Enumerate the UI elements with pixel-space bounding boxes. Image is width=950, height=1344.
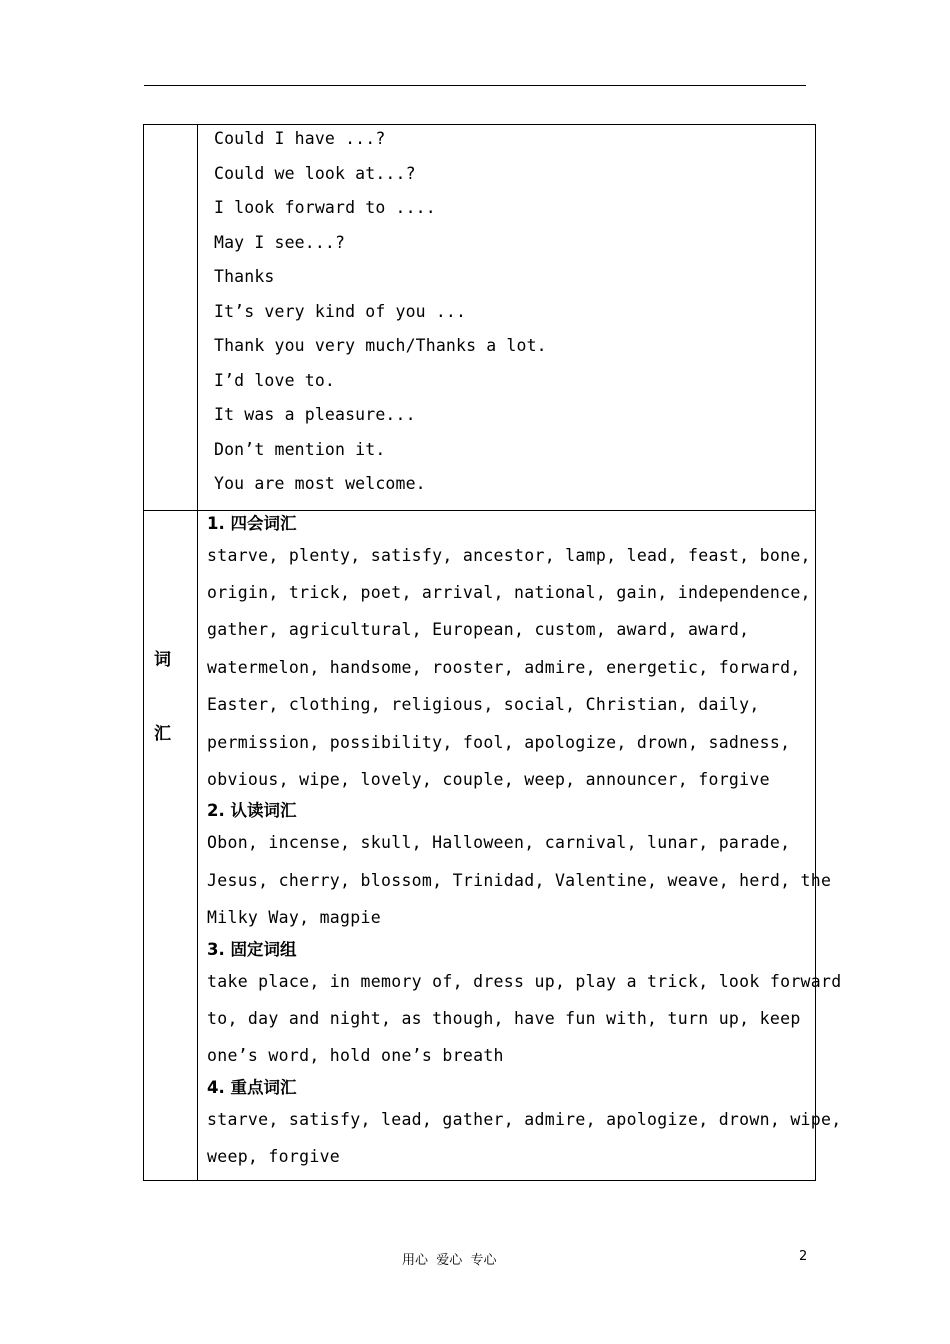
content-table	[143, 124, 842, 1181]
phrase-line: It’s very kind of you ...	[214, 301, 467, 321]
vocab-label-cell	[144, 510, 198, 1180]
word-line: take place, in memory of, dress up, play a trick, look forward	[207, 971, 842, 991]
phrase-list	[198, 122, 815, 510]
word-line: starve, plenty, satisfy, ancestor, lamp, lead, feast, bone,	[207, 545, 811, 565]
phrase-line: Could I have ...?	[214, 129, 386, 148]
section-title: 3. 固定词组	[207, 939, 297, 959]
vocab-section-recognition	[207, 798, 832, 936]
word-line: watermelon, handsome, rooster, admire, energetic, forward,	[207, 657, 801, 677]
phrase-line: Don’t mention it.	[214, 439, 386, 459]
phrases-row	[144, 125, 816, 511]
section-title: 4. 重点词汇	[207, 1077, 297, 1097]
phrase-line: Thank you very much/Thanks a lot.	[214, 336, 547, 355]
vocab-row	[144, 510, 816, 1180]
word-line: obvious, wipe, lovely, couple, weep, announcer, forgive	[207, 769, 770, 789]
page-number: 2	[799, 1249, 808, 1264]
word-line: one’s word, hold one’s breath	[207, 1046, 504, 1066]
vocab-section-key-words	[207, 1075, 842, 1176]
phrases-cell	[198, 125, 816, 511]
vocab-sections	[198, 511, 842, 1180]
phrase-line: I look forward to ....	[214, 198, 436, 217]
word-line: origin, trick, poet, arrival, national, gain, independence,	[207, 582, 811, 602]
phrase-line: It was a pleasure...	[214, 405, 416, 424]
phrase-line: You are most welcome.	[214, 474, 426, 493]
word-line: permission, possibility, fool, apologize, drown, sadness,	[207, 732, 791, 752]
phrase-line: Could we look at...?	[214, 163, 416, 183]
phrase-line: I’d love to.	[214, 370, 336, 390]
vocab-label-char-1: 词	[154, 649, 171, 670]
phrase-line: May I see...?	[214, 232, 346, 252]
word-line: to, day and night, as though, have fun with, turn up, keep	[207, 1008, 801, 1028]
section-title: 1. 四会词汇	[207, 513, 297, 533]
word-line: Easter, clothing, religious, social, Christian, daily,	[207, 695, 760, 715]
footer-motto: 用心 爱心 专心	[402, 1253, 497, 1268]
word-line: gather, agricultural, European, custom, award, award,	[207, 620, 750, 640]
word-line: starve, satisfy, lead, gather, admire, apologize, drown, wipe,	[207, 1109, 842, 1129]
word-line: Milky Way, magpie	[207, 908, 381, 928]
phrases-label-cell	[144, 125, 198, 511]
vocab-section-phrases	[207, 937, 842, 1075]
vocab-section-four-skills	[207, 511, 815, 799]
section-title: 2. 认读词汇	[207, 801, 297, 821]
word-line: Jesus, cherry, blossom, Trinidad, Valentine, weave, herd, the	[207, 870, 832, 890]
word-line: weep, forgive	[207, 1147, 341, 1167]
phrase-line: Thanks	[214, 267, 275, 286]
header-rule	[144, 85, 806, 86]
vocab-label-char-2: 汇	[154, 723, 171, 744]
vocab-cell	[198, 510, 842, 1180]
word-line: Obon, incense, skull, Halloween, carnival, lunar, parade,	[207, 833, 791, 853]
